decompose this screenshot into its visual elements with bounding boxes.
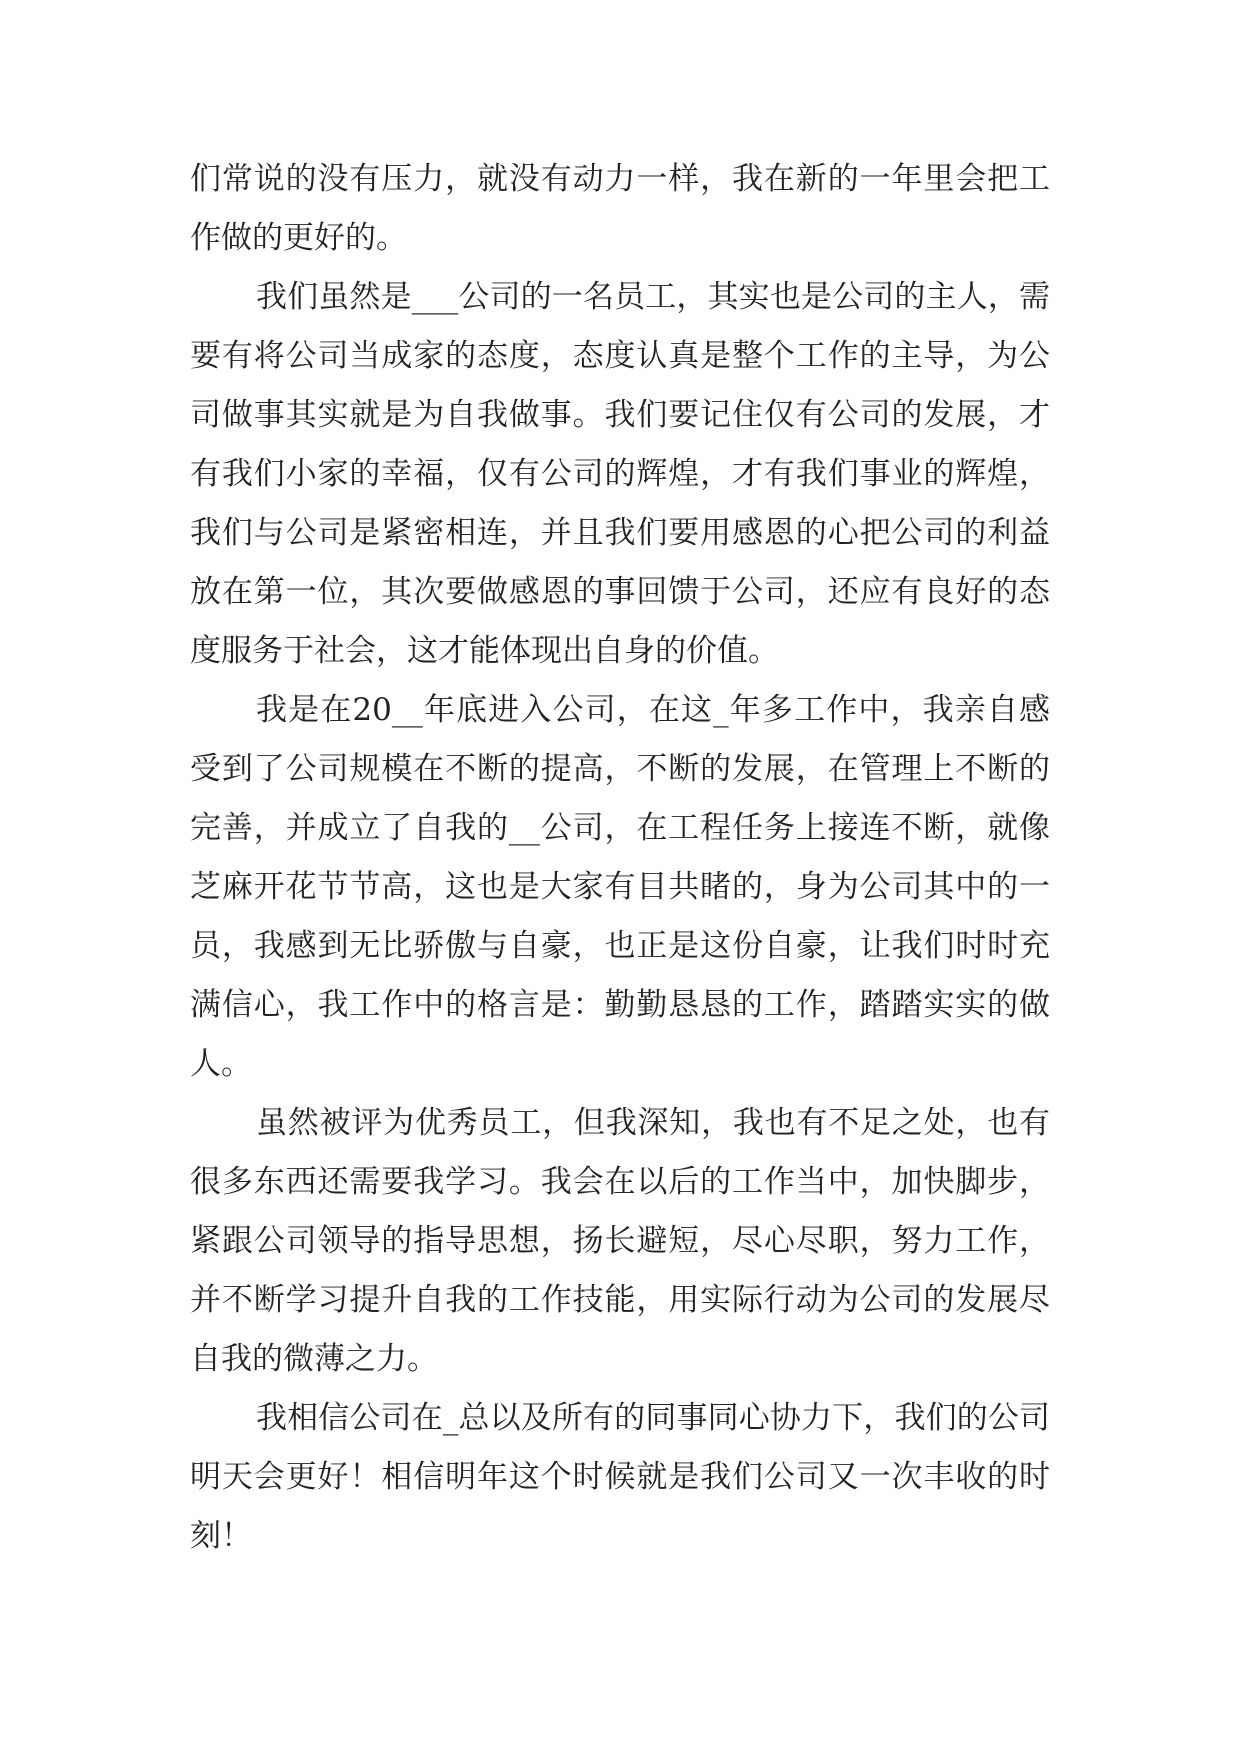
document-page	[190, 150, 1050, 1566]
paragraph-closing: 我相信公司在_总以及所有的同事同心协力下，我们的公司明天会更好！相信明年这个时候就是我们公司又一次丰收的时刻！	[190, 1400, 1050, 1554]
paragraph-company-ownership: 我们虽然是___公司的一名员工，其实也是公司的主人，需要有将公司当成家的态度，态度认真是整个工作的主导，为公司做事其实就是为自我做事。我们要记住仅有公司的发展，才有我们小家的幸福，仅有公司的辉煌，才有我们事业的辉煌，我们与公司是紧密相连，并且我们要用感恩的心把公司的利益放在第一位，其次要做感恩的事回馈于公司，还应有良好的态度服务于社会，这才能体现出自身的价值。	[190, 279, 1050, 669]
paragraph-company-growth: 我是在20__年底进入公司，在这_年多工作中，我亲自感受到了公司规模在不断的提高，不断的发展，在管理上不断的完善，并成立了自我的__公司，在工程任务上接连不断，就像芝麻开花节节高，这也是大家有目共睹的，身为公司其中的一员，我感到无比骄傲与自豪，也正是这份自豪，让我们时时充满信心，我工作中的格言是：勤勤恳恳的工作，踏踏实实的做人。	[190, 692, 1050, 1082]
paragraph-self-improvement: 虽然被评为优秀员工，但我深知，我也有不足之处，也有很多东西还需要我学习。我会在以后的工作当中，加快脚步，紧跟公司领导的指导思想，扬长避短，尽心尽职，努力工作，并不断学习提升自我的工作技能，用实际行动为公司的发展尽自我的微薄之力。	[190, 1105, 1050, 1377]
paragraph-continuation: 们常说的没有压力，就没有动力一样，我在新的一年里会把工作做的更好的。	[190, 161, 1050, 256]
